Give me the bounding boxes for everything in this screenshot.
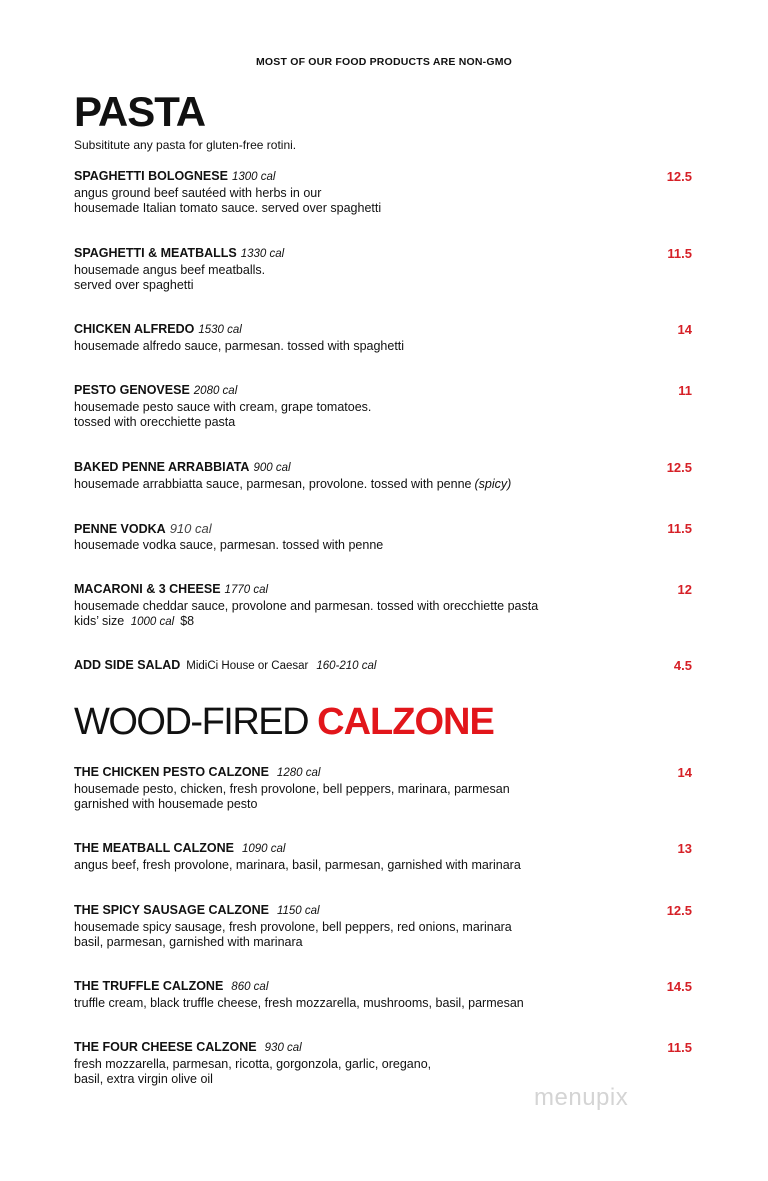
item-description: angus ground beef sautéed with herbs in our — [74, 185, 322, 200]
item-calories: 900 cal — [253, 462, 291, 474]
menupix-watermark: menupix — [534, 1084, 629, 1111]
kids-size-calories: 1000 cal — [130, 616, 175, 628]
item-price: 14 — [677, 765, 692, 780]
item-price: 14 — [677, 322, 692, 337]
item-price: 11.5 — [667, 1040, 692, 1055]
item-price: 11 — [678, 383, 692, 398]
menu-item-meatball-calzone — [74, 841, 692, 873]
item-description: housemade vodka sauce, parmesan. tossed with penne — [74, 537, 384, 552]
item-calories: 1150 cal — [276, 905, 320, 917]
item-price: 11.5 — [667, 521, 692, 536]
item-price: 12 — [677, 582, 692, 597]
item-calories: 160-210 cal — [316, 660, 377, 672]
item-calories: 1300 cal — [231, 171, 276, 183]
kids-size-line — [74, 614, 692, 631]
menu-item-chicken-alfredo — [74, 322, 692, 354]
item-calories: 860 cal — [231, 981, 269, 993]
item-calories: 1090 cal — [241, 843, 286, 855]
item-description: truffle cream, black truffle cheese, fresh mozzarella, mushrooms, basil, parmesan — [74, 995, 524, 1010]
calzone-title-light: WOOD-FIRED — [74, 701, 309, 743]
menu-item-truffle-calzone — [74, 979, 692, 1011]
item-price: 12.5 — [666, 169, 692, 184]
item-name: SPAGHETTI BOLOGNESE — [74, 169, 228, 183]
pasta-section-title: PASTA — [74, 88, 206, 135]
item-calories: 2080 cal — [193, 385, 238, 397]
item-name: THE CHICKEN PESTO CALZONE — [74, 765, 269, 779]
menu-item-four-cheese-calzone — [74, 1040, 692, 1088]
item-calories: 930 cal — [264, 1042, 302, 1054]
menu-item-pesto-genovese — [74, 383, 692, 431]
item-description: garnished with housemade pesto — [74, 797, 258, 811]
item-name: THE SPICY SAUSAGE CALZONE — [74, 903, 269, 917]
item-calories: 1330 cal — [240, 248, 285, 260]
item-name: SPAGHETTI & MEATBALLS — [74, 246, 237, 260]
kids-size-label: kids’ size — [74, 614, 125, 628]
menu-item-penne-vodka — [74, 521, 692, 553]
menu-item-spaghetti-bolognese — [74, 169, 692, 217]
menu-item-spicy-sausage-calzone — [74, 903, 692, 951]
item-price: 12.5 — [666, 460, 692, 475]
item-name: ADD SIDE SALAD — [74, 658, 181, 672]
spicy-note: (spicy) — [474, 476, 512, 491]
item-description: housemade alfredo sauce, parmesan. tossed with spaghetti — [74, 338, 405, 353]
item-description: basil, parmesan, garnished with marinara — [74, 935, 303, 949]
item-name: CHICKEN ALFREDO — [74, 322, 195, 336]
item-calories: 1280 cal — [276, 767, 321, 779]
menu-item-chicken-pesto-calzone — [74, 765, 692, 813]
item-description-line — [74, 477, 692, 493]
kids-size-price: $8 — [180, 614, 195, 628]
item-description: housemade Italian tomato sauce. served over spaghetti — [74, 201, 382, 215]
item-description: housemade spicy sausage, fresh provolone, bell peppers, red onions, marinara — [74, 919, 512, 934]
item-description: housemade pesto sauce with cream, grape tomatoes. — [74, 399, 372, 414]
item-name: THE MEATBALL CALZONE — [74, 841, 234, 855]
item-description: housemade pesto, chicken, fresh provolone, bell peppers, marinara, parmesan — [74, 781, 510, 796]
item-price: 14.5 — [666, 979, 692, 994]
item-calories: 1530 cal — [198, 324, 242, 336]
item-name: THE FOUR CHEESE CALZONE — [74, 1040, 257, 1054]
salad-choice: MidiCi House or Caesar — [186, 660, 309, 672]
item-description: housemade arrabbiatta sauce, parmesan, provolone. tossed with penne — [74, 476, 472, 491]
item-description: basil, extra virgin olive oil — [74, 1072, 213, 1086]
calzone-section-title — [74, 700, 494, 744]
item-price: 11.5 — [667, 246, 692, 261]
item-description: served over spaghetti — [74, 278, 194, 292]
item-calories: 1770 cal — [224, 584, 269, 596]
item-description: housemade cheddar sauce, provolone and parmesan. tossed with orecchiette pasta — [74, 598, 539, 613]
item-description: tossed with orecchiette pasta — [74, 415, 236, 429]
item-name: PESTO GENOVESE — [74, 383, 190, 397]
item-price: 13 — [677, 841, 692, 856]
item-description: fresh mozzarella, parmesan, ricotta, gorgonzola, garlic, oregano, — [74, 1056, 432, 1071]
menu-item-baked-penne-arrabbiata — [74, 460, 692, 492]
menu-item-spaghetti-meatballs — [74, 246, 692, 294]
item-name: MACARONI & 3 CHEESE — [74, 582, 221, 596]
item-price: 4.5 — [673, 658, 692, 673]
calzone-title-bold: CALZONE — [317, 701, 494, 743]
pasta-subtitle: Subsititute any pasta for gluten-free rotini. — [74, 138, 297, 152]
item-description: housemade angus beef meatballs. — [74, 262, 266, 277]
item-name: PENNE VODKA — [74, 522, 166, 536]
item-price: 12.5 — [666, 903, 692, 918]
item-description: angus beef, fresh provolone, marinara, basil, parmesan, garnished with marinara — [74, 857, 521, 872]
menu-item-macaroni-3-cheese — [74, 582, 692, 631]
item-calories: 910 cal — [169, 521, 212, 536]
menu-item-add-side-salad — [74, 658, 692, 675]
item-name: THE TRUFFLE CALZONE — [74, 979, 224, 993]
non-gmo-banner: MOST OF OUR FOOD PRODUCTS ARE NON-GMO — [255, 56, 513, 68]
item-name: BAKED PENNE ARRABBIATA — [74, 460, 250, 474]
